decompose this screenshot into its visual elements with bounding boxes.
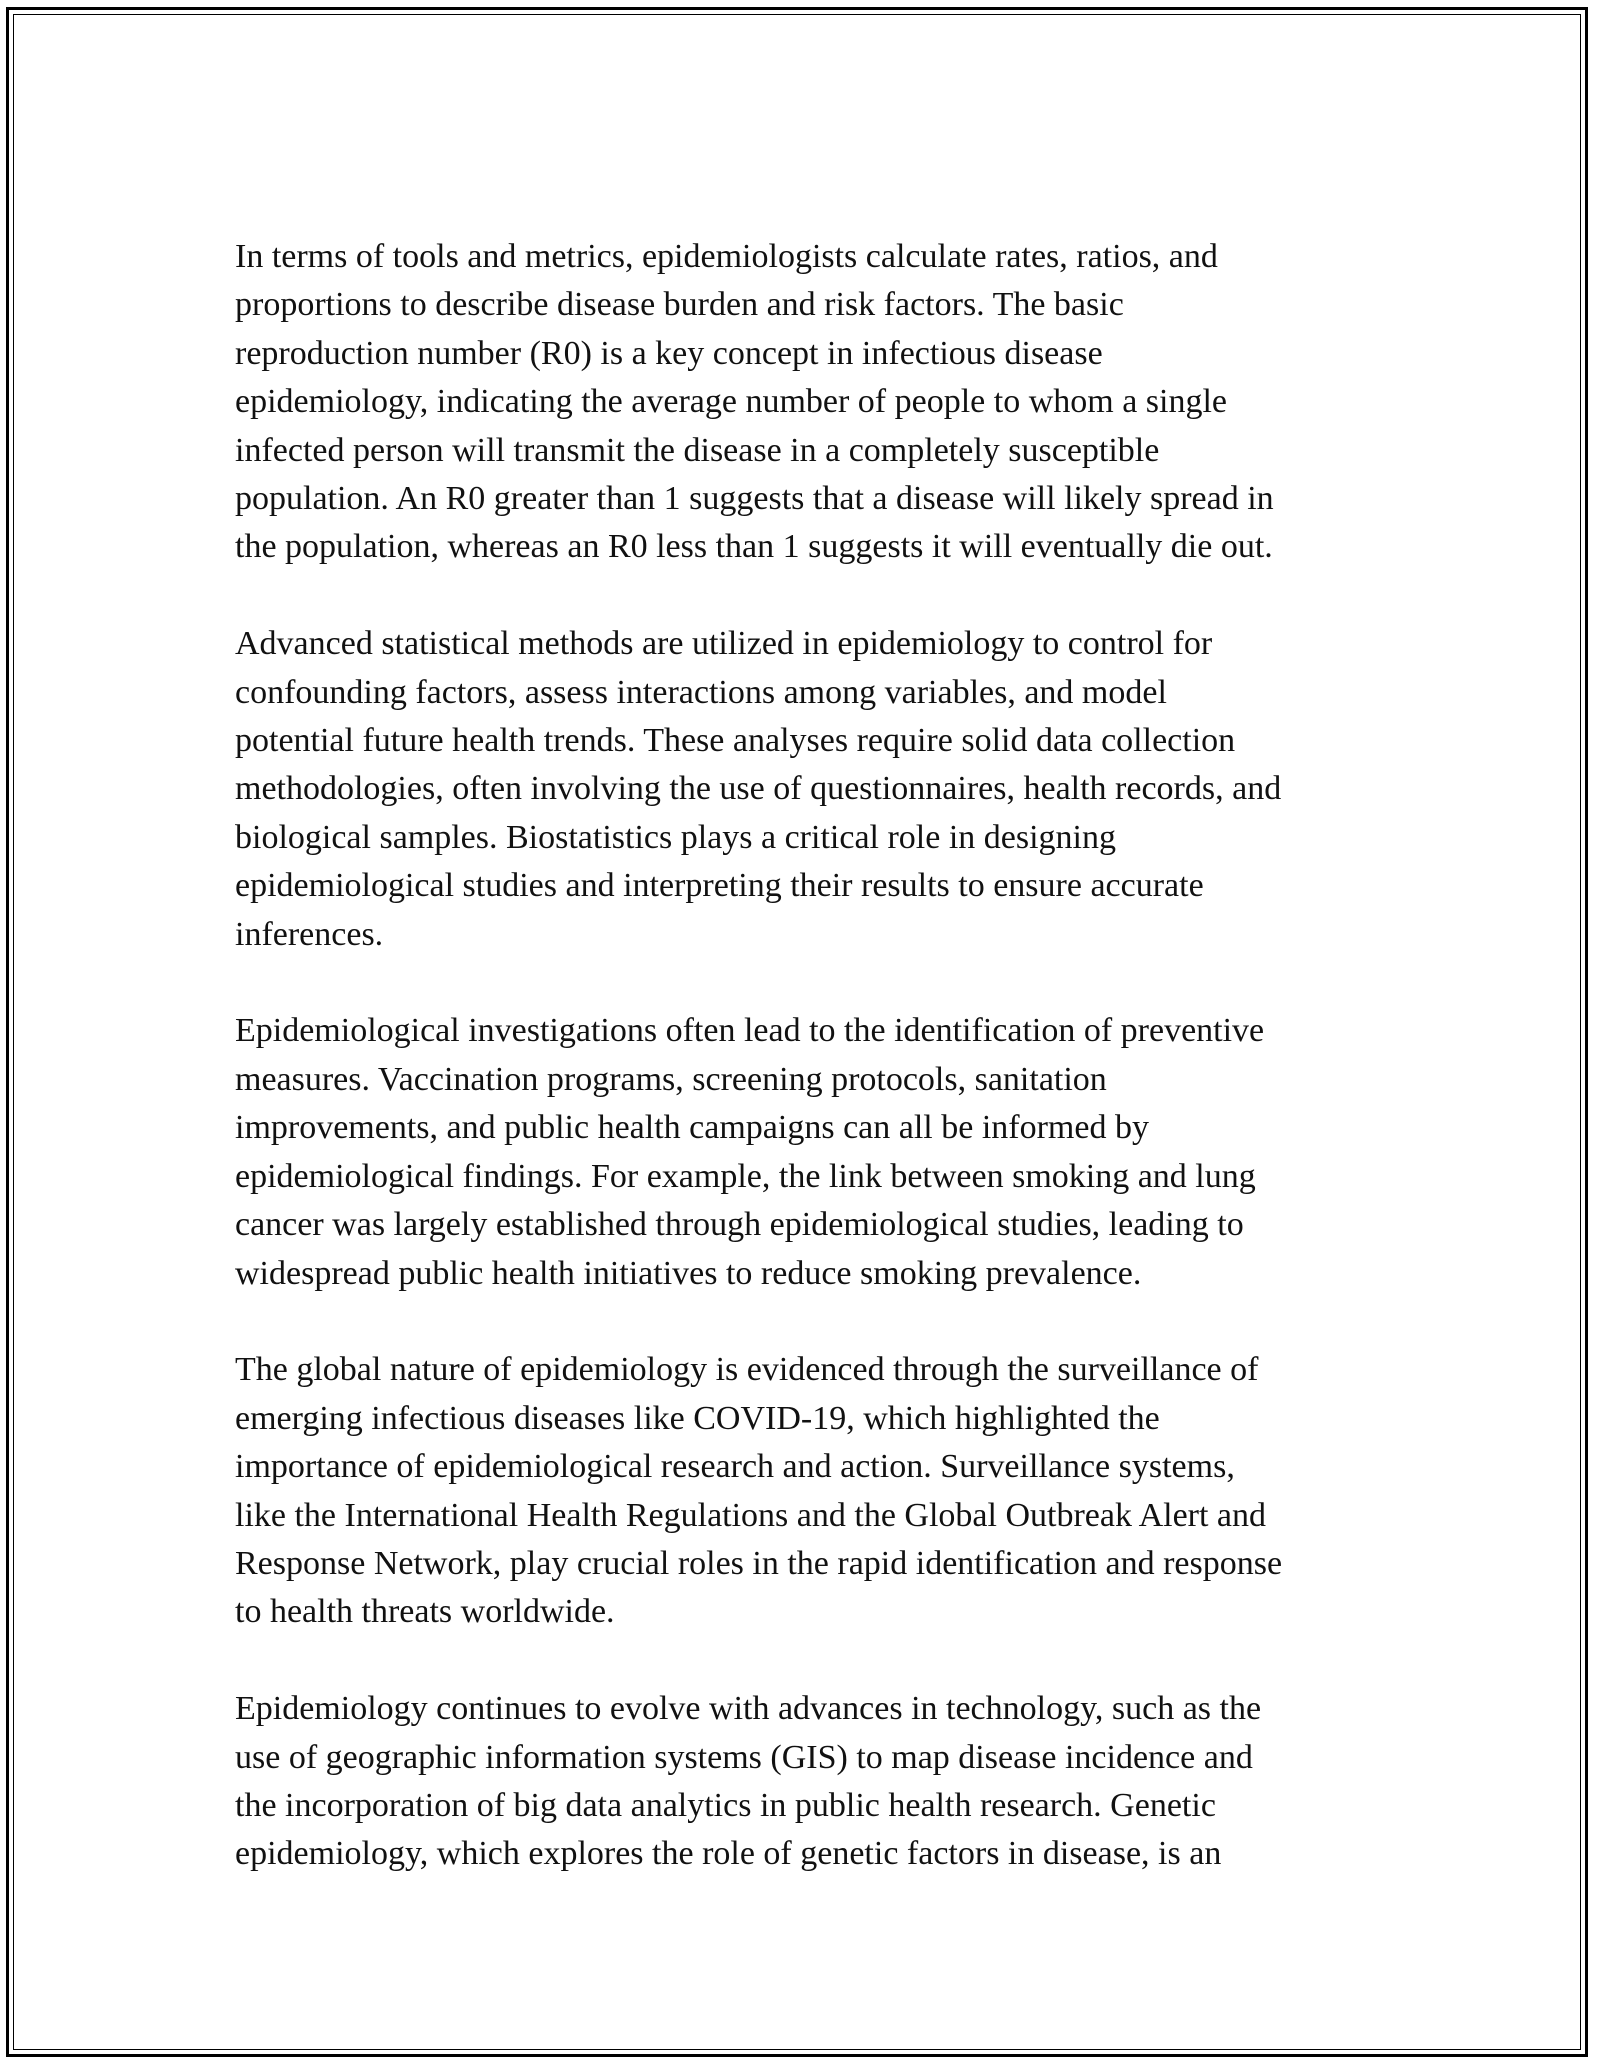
document-body <box>235 233 1385 1927</box>
paragraph-preventive-measures: Epidemiological investigations often lead to the identification of preventive measures. Vaccination programs, screening protocols, sanitation improvements, and public health campaigns can all be informed by epidemiological findings. For example, the link between smoking and lung cancer was largely established through epidemiological studies, leading to widespread public health initiatives to reduce smoking prevalence. <box>235 1012 1265 1292</box>
paragraph-technology-advances: Epidemiology continues to evolve with advances in technology, such as the use of geographic information systems (GIS) to map disease incidence and the incorporation of big data analytics in public health research. Genetic epidemiology, which explores the role of genetic factors in disease, is an <box>235 1690 1262 1873</box>
paragraph-statistical-methods: Advanced statistical methods are utilized in epidemiology to control for confounding factors, assess interactions among variables, and model potential future health trends. These analyses require solid data collection methodologies, often involving the use of questionnaires, health records, and biological samples. Biostatistics plays a critical role in designing epidemiological studies and interpreting their results to ensure accurate inferences. <box>235 625 1282 953</box>
paragraph-tools-metrics: In terms of tools and metrics, epidemiologists calculate rates, ratios, and proportions to describe disease burden and risk factors. The basic reproduction number (R0) is a key concept in infectious disease epidemiology, indicating the average number of people to whom a single infected person will transmit the disease in a completely susceptible population. An R0 greater than 1 suggests that a disease will likely spread in the population, whereas an R0 less than 1 suggests it will eventually die out. <box>235 238 1274 566</box>
paragraph-global-surveillance: The global nature of epidemiology is evidenced through the surveillance of emerging infectious diseases like COVID-19, which highlighted the importance of epidemiological research and action. Surveillance systems, like the International Health Regulations and the Global Outbreak Alert and Response Network, play crucial roles in the rapid identification and response to health threats worldwide. <box>235 1351 1283 1631</box>
